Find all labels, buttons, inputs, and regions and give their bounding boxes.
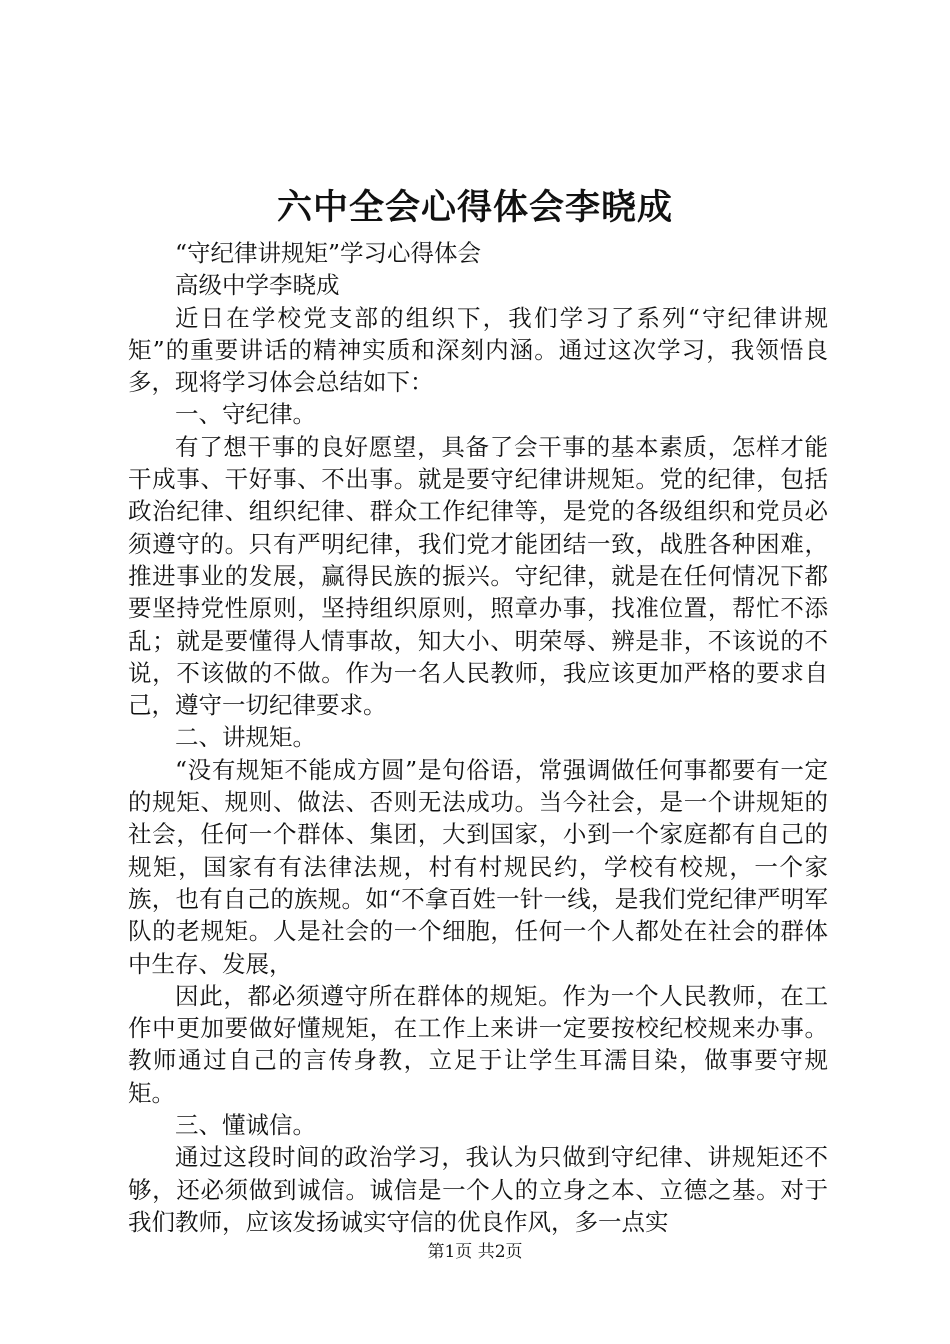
paragraph: 因此，都必须遵守所在群体的规矩。作为一个人民教师，在工作中更加要做好懂规矩，在工作上来讲一定要按校纪校规来办事。教师通过自己的言传身教，立足于让学生耳濡目染，做事要守规矩。 <box>128 981 828 1107</box>
page-number-footer: 第1页 共2页 <box>427 1242 523 1262</box>
document-subtitle: “守纪律讲规矩”学习心得体会 <box>175 239 482 267</box>
section-heading: 二、讲规矩。 <box>175 723 316 752</box>
section-heading: 三、懂诚信。 <box>175 1111 316 1140</box>
paragraph: 有了想干事的良好愿望，具备了会干事的基本素质，怎样才能干成事、干好事、不出事。就是要守纪律讲规矩。党的纪律，包括政治纪律、组织纪律、群众工作纪律等，是党的各级组织和党员必须遵守的。只有严明纪律，我们党才能团结一致，战胜各种困难，推进事业的发展，赢得民族的振兴。守纪律，就是在任何情况下都要坚持党性原则，坚持组织原则，照章办事，找准位置，帮忙不添乱；就是要懂得人情事故，知大小、明荣辱、辨是非，不该说的不说，不该做的不做。作为一名人民教师，我应该更加严格的要求自己，遵守一切纪律要求。 <box>128 432 828 720</box>
paragraph: 近日在学校党支部的组织下，我们学习了系列“守纪律讲规矩”的重要讲话的精神实质和深刻内涵。通过这次学习，我领悟良多，现将学习体会总结如下： <box>128 303 828 397</box>
author-line: 高级中学李晓成 <box>175 271 340 300</box>
section-heading: 一、守纪律。 <box>175 400 316 429</box>
document-title: 六中全会心得体会李晓成 <box>276 188 673 228</box>
paragraph: 通过这段时间的政治学习，我认为只做到守纪律、讲规矩还不够，还必须做到诚信。诚信是一个人的立身之本、立德之基。对于我们教师，应该发扬诚实守信的优良作风，多一点实 <box>128 1143 828 1236</box>
paragraph: “没有规矩不能成方圆”是句俗语，常强调做任何事都要有一定的规矩、规则、做法、否则无法成功。当今社会，是一个讲规矩的社会，任何一个群体、集团，大到国家，小到一个家庭都有自己的规矩，国家有有法律法规，村有村规民约，学校有校规，一个家族，也有自己的族规。如“不拿百姓一针一线，是我们党纪律严明军队的老规矩。人是社会的一个细胞，任何一个人都处在社会的群体中生存、发展， <box>128 755 828 978</box>
document-body <box>128 237 828 1238</box>
